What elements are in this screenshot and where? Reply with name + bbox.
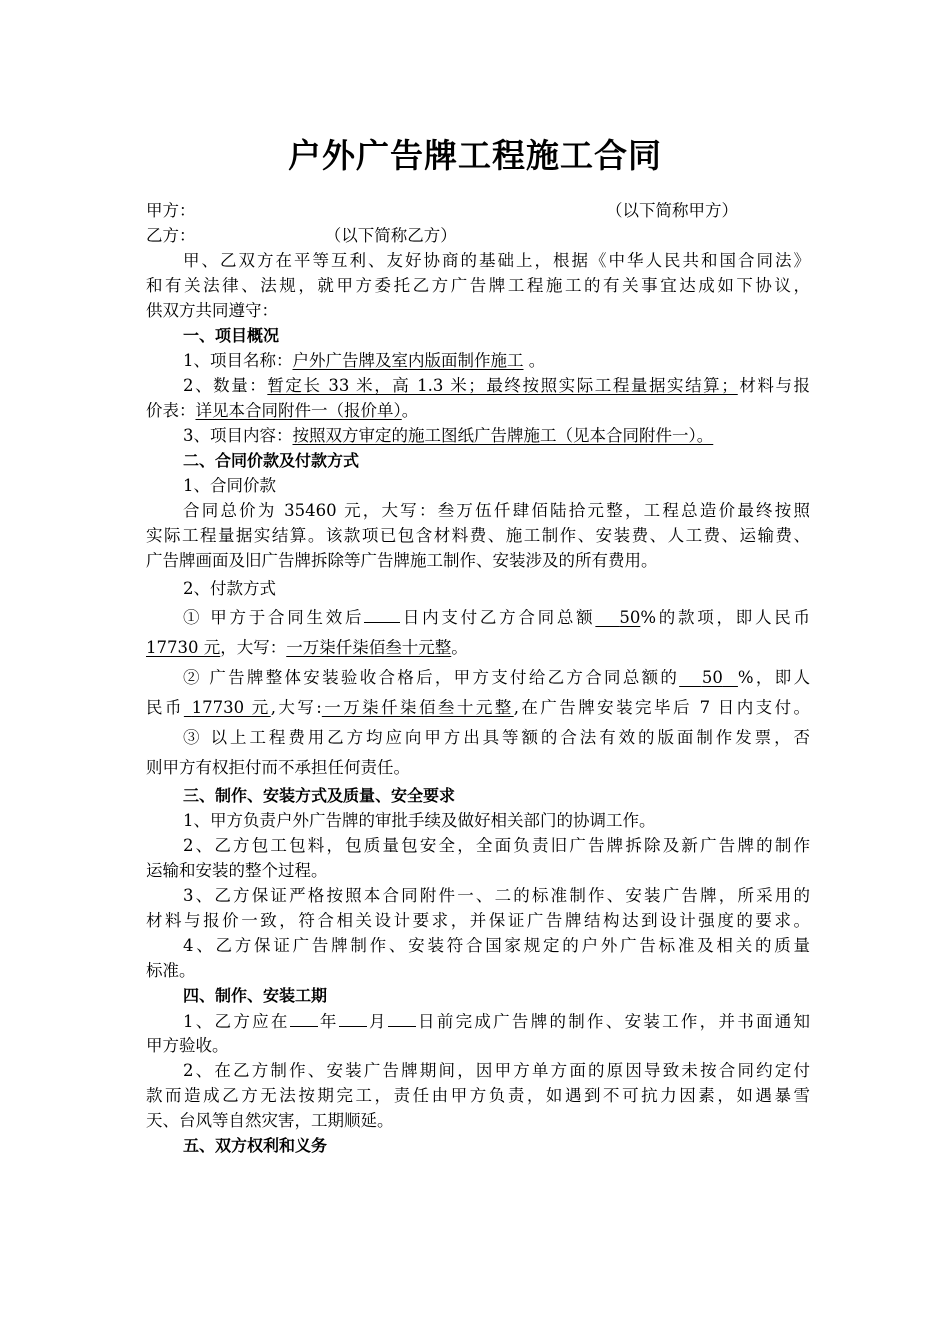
payment-2-percent [679,668,738,687]
payment-1-amount: 17730 元 [146,638,221,657]
party-a-label: 甲方： [146,201,196,220]
s1-item-1-value: 户外广告牌及室内版面制作施工 [292,351,524,370]
s1-item-1 [146,348,810,373]
payment-2-line-1 [146,663,810,693]
s3-line-5: 材料与报价一致，符合相关设计要求，并保证广告牌结构达到设计强度的要求。 [146,911,810,930]
s1-item-1-label: 1、项目名称： [183,351,293,370]
s4-line-3: 2、在乙方制作、安装广告牌期间，因甲方单方面的原因导致未按合同约定付 [183,1061,810,1080]
payment-1-amount-words: 一万柒仟柒佰叁十元整 [286,638,452,657]
payment-1-text-e: 。 [451,638,468,657]
s4-line-5: 天、台风等自然灾害，工期顺延。 [146,1111,394,1130]
s3-line-4: 3、乙方保证严格按照本合同附件一、二的标准制作、安装广告牌，所采用的 [183,886,810,905]
s3-line-7: 标准。 [146,961,196,980]
section-2-heading: 二、合同价款及付款方式 [183,451,360,470]
section-1-heading: 一、项目概况 [183,326,280,345]
section-4-heading: 四、制作、安装工期 [183,986,328,1005]
payment-2-amount-value: 17730 元 [191,698,271,717]
s4-line-1 [146,1008,810,1033]
s1-item-2-cont-label: 价表： [146,401,196,420]
intro-line-1: 甲、乙双方在平等互利、友好协商的基础上，根据《中华人民共和国合同法》 [183,251,810,270]
s3-line-3: 运输和安装的整个过程。 [146,861,328,880]
payment-3-line-1: ③ 以上工程费用乙方均应向甲方出具等额的合法有效的版面制作发票，否 [183,728,810,747]
payment-1-line-1 [146,603,810,633]
payment-2-amount [184,698,271,717]
payment-2-text-d: ,大写: [270,698,322,717]
s2-sub-2: 2、付款方式 [183,579,276,598]
year-blank [290,1008,318,1027]
day-blank [388,1008,416,1027]
contract-body [146,198,810,1158]
s1-item-2-cont [146,398,810,423]
s1-item-3 [146,423,810,448]
s4-line-2: 甲方验收。 [146,1036,229,1055]
party-a-line [146,198,810,223]
section-3-heading: 三、制作、安装方式及质量、安全要求 [183,786,456,805]
payment-1-text-a: ① 甲方于合同生效后 [183,608,365,627]
s1-item-2-label: 2、数量： [183,376,268,395]
s4-text-b: 日前完成广告牌的制作、安装工作，并书面通知 [415,1012,810,1031]
s4-line-4: 款而造成乙方无法按期完工，责任由甲方负责，如遇到不可抗力因素，如遇暴雪 [146,1086,810,1105]
days-blank [364,604,400,623]
contract-title: 户外广告牌工程施工合同 [288,136,662,175]
party-b-note: （以下简称乙方） [324,226,457,245]
payment-2-text-a: ② 广告牌整体安装验收合格后，甲方支付给乙方合同总额的 [183,668,680,687]
s1-item-2-value: 暂定长 33 米，高 1.3 米；最终按照实际工程量据实结算； [267,376,738,395]
payment-1-percent [595,608,640,627]
s1-item-1-suffix: 。 [528,351,546,370]
month-blank [339,1008,367,1027]
party-b-label: 乙方： [146,226,196,245]
s1-item-3-value: 按照双方审定的施工图纸广告牌施工（见本合同附件一）。 [292,426,714,445]
s2-price-line-2: 实际工程量据实结算。该款项已包含材料费、施工制作、安装费、人工费、运输费、 [146,526,810,545]
s3-line-1: 1、甲方负责户外广告牌的审批手续及做好相关部门的协调工作。 [183,811,656,830]
s2-price-line-3: 广告牌画面及旧广告牌拆除等广告牌施工制作、安装涉及的所有费用。 [146,551,658,570]
payment-2-text-e: ,在广告牌安装完毕后 7 日内支付。 [513,698,810,717]
payment-2-percent-value: 50 [701,668,723,687]
s1-item-2-cont-suffix: 。 [401,401,419,420]
payment-2-text-c: 民币 [146,698,184,717]
intro-line-2: 和有关法律、法规，就甲方委托乙方广告牌工程施工的有关事宜达成如下协议， [146,276,810,295]
s3-line-2: 2、乙方包工包料，包质量包安全，全面负责旧广告牌拆除及新广告牌的制作 [183,836,810,855]
payment-1-percent-value: 50 [619,608,641,627]
payment-2-amount-words: 一万柒仟柒佰叁十元整 [321,698,514,717]
payment-2-line-2 [146,693,810,723]
intro-line-3: 供双方共同遵守： [146,301,278,320]
s1-item-2-cont-value: 详见本合同附件一（报价单） [195,401,402,420]
s4-month-label: 月 [366,1012,388,1031]
payment-2-text-b: %，即人 [737,668,810,687]
s3-line-6: 4、乙方保证广告牌制作、安装符合国家规定的户外广告标准及相关的质量 [183,936,810,955]
payment-1-line-2 [146,633,810,663]
s1-item-2 [146,373,810,398]
party-a-note: （以下简称甲方） [606,201,738,220]
s2-price-line-1: 合同总价为 35460 元，大写：叁万伍仟肆佰陆拾元整，工程总造价最终按照 [183,501,810,520]
s1-item-2-mid: 材料与报 [737,376,810,395]
payment-1-text-c: %的款项，即人民币 [640,608,810,627]
s1-item-3-label: 3、项目内容： [183,426,293,445]
s4-text-a: 1、乙方应在 [183,1012,290,1031]
payment-1-text-d: ，大写： [220,638,287,657]
section-5-heading: 五、双方权利和义务 [183,1136,328,1155]
payment-1-text-b: 日内支付乙方合同总额 [400,608,596,627]
s2-sub-1: 1、合同价款 [183,476,276,495]
party-b-line [146,223,810,248]
payment-3-line-2: 则甲方有权拒付而不承担任何责任。 [146,758,410,777]
s4-year-label: 年 [317,1012,339,1031]
